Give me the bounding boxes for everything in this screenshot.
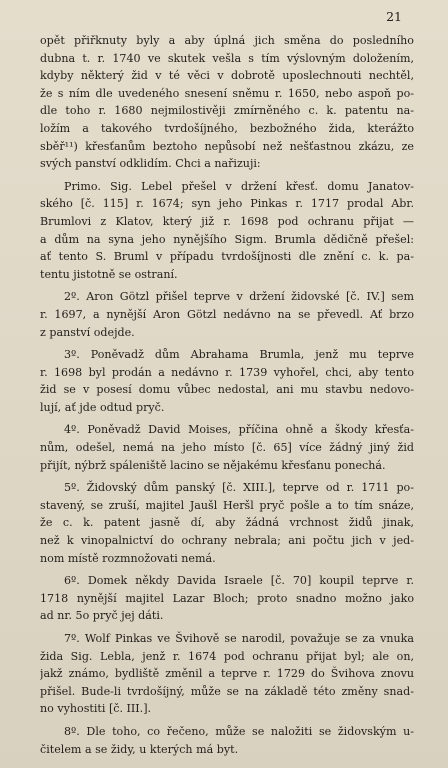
text-line: žid se v posesí domu vůbec nedostal, ani mu stavbu nedovo- bbox=[40, 383, 414, 397]
text-line: 2º. Aron Götzl přišel teprve v držení židovské [č. IV.] sem bbox=[64, 290, 414, 304]
point-7-paragraph bbox=[40, 630, 414, 718]
text-line: čitelem a se židy, u kterých má byt. bbox=[40, 742, 239, 756]
text-line: ať tento S. Bruml v případu tvrdošíjnosti dle znění c. k. pa- bbox=[40, 250, 414, 264]
text-line: 5º. Židovský dům panský [č. XIII.], teprve od r. 1711 po- bbox=[64, 481, 414, 495]
text-line: že c. k. patent jasně dí, aby žádná vrchnost židů jinak, bbox=[40, 516, 414, 530]
text-line: stavený, se zruší, majitel Jaušl Heršl pryč pošle a to tím snáze, bbox=[40, 498, 414, 512]
text-line: 6º. Domek někdy Davida Israele [č. 70] koupil teprve r. bbox=[64, 574, 414, 588]
text-line: než k vinopalnictví do ochrany nebrala; ani počtu jich v jed- bbox=[40, 534, 414, 548]
text-line: žida Sig. Lebla, jenž r. 1674 pod ochranu přijat byl; ale on, bbox=[40, 649, 414, 663]
page-number: 21 bbox=[386, 9, 402, 24]
text-line: r. 1698 byl prodán a nedávno r. 1739 vyhořel, chci, aby tento bbox=[40, 365, 414, 379]
text-line: ložím a takového tvrdošíjného, bezbožného žida, kterážto bbox=[40, 121, 414, 135]
page-text bbox=[40, 32, 414, 758]
text-line: a dům na syna jeho nynějšího Sigm. Brumla dědičně přešel: bbox=[40, 232, 414, 246]
text-line: 4º. Poněvadž David Moises, příčina ohně a škody křesťa- bbox=[64, 423, 414, 437]
text-line: dle toho r. 1680 nejmilostivěji zmírněného c. k. patentu na- bbox=[40, 104, 414, 118]
point-8-paragraph bbox=[40, 723, 414, 758]
text-line: ského [č. 115] r. 1674; syn jeho Pinkas r. 1717 prodal Abr. bbox=[40, 197, 414, 211]
text-line: jakž známo, bydliště změnil a teprve r. 1729 do Švihova znovu bbox=[40, 667, 414, 681]
text-line: dubna t. r. 1740 ve skutek vešla s tím výslovným doložením, bbox=[40, 51, 414, 65]
text-line: 8º. Dle toho, co řečeno, může se naložiti se židovským u- bbox=[64, 724, 414, 738]
text-line: r. 1697, a nynější Aron Götzl nedávno na se převedl. Ať brzo bbox=[40, 307, 414, 321]
text-line: z panství odejde. bbox=[40, 325, 135, 339]
text-line: nom místě rozmnožovati nemá. bbox=[40, 551, 216, 565]
text-line: opět přiřknuty byly a aby úplná jich směna do posledního bbox=[40, 34, 414, 47]
text-line: lují, ať jde odtud pryč. bbox=[40, 400, 165, 414]
point-4-paragraph bbox=[40, 421, 414, 474]
point-1-paragraph bbox=[40, 178, 414, 284]
text-line: přijít, nýbrž spáleniště lacino se nějakému křesťanu ponechá. bbox=[40, 458, 386, 472]
intro-paragraph bbox=[40, 32, 414, 173]
text-line: kdyby některý žid v té věci v dobrotě uposlechnouti nechtěl, bbox=[40, 69, 414, 83]
point-5-paragraph bbox=[40, 479, 414, 567]
text-line: svých panství odklidím. Chci a nařizuji: bbox=[40, 157, 261, 171]
point-2-paragraph bbox=[40, 288, 414, 341]
text-line: ad nr. 5o pryč jej dáti. bbox=[40, 609, 164, 623]
text-line: že s ním dle uvedeného snesení sněmu r. 1650, nebo aspoň po- bbox=[40, 86, 414, 100]
text-line: přišel. Bude-li tvrdošíjný, může se na základě této změny snad- bbox=[40, 684, 414, 698]
text-line: 1718 nynější majitel Lazar Bloch; proto snadno možno jako bbox=[40, 591, 414, 605]
text-line: sběř¹¹) křesťanům beztoho nepůsobí než nešťastnou zkázu, ze bbox=[40, 139, 414, 153]
text-line: no vyhostiti [č. III.]. bbox=[40, 702, 152, 716]
text-line: Brumlovi z Klatov, který již r. 1698 pod ochranu přijat — bbox=[40, 214, 414, 228]
text-line: tentu jistotně se ostraní. bbox=[40, 267, 178, 281]
point-3-paragraph bbox=[40, 346, 414, 416]
text-line: 3º. Poněvadž dům Abrahama Brumla, jenž mu teprve bbox=[64, 348, 414, 362]
point-6-paragraph bbox=[40, 572, 414, 625]
text-line: nům, odešel, nemá na jeho místo [č. 65] více žádný jiný žid bbox=[40, 441, 414, 455]
text-line: Primo. Sig. Lebel přešel v držení křesť. domu Janatov- bbox=[64, 179, 414, 193]
text-line: 7º. Wolf Pinkas ve Švihově se narodil, považuje se za vnuka bbox=[64, 632, 414, 645]
